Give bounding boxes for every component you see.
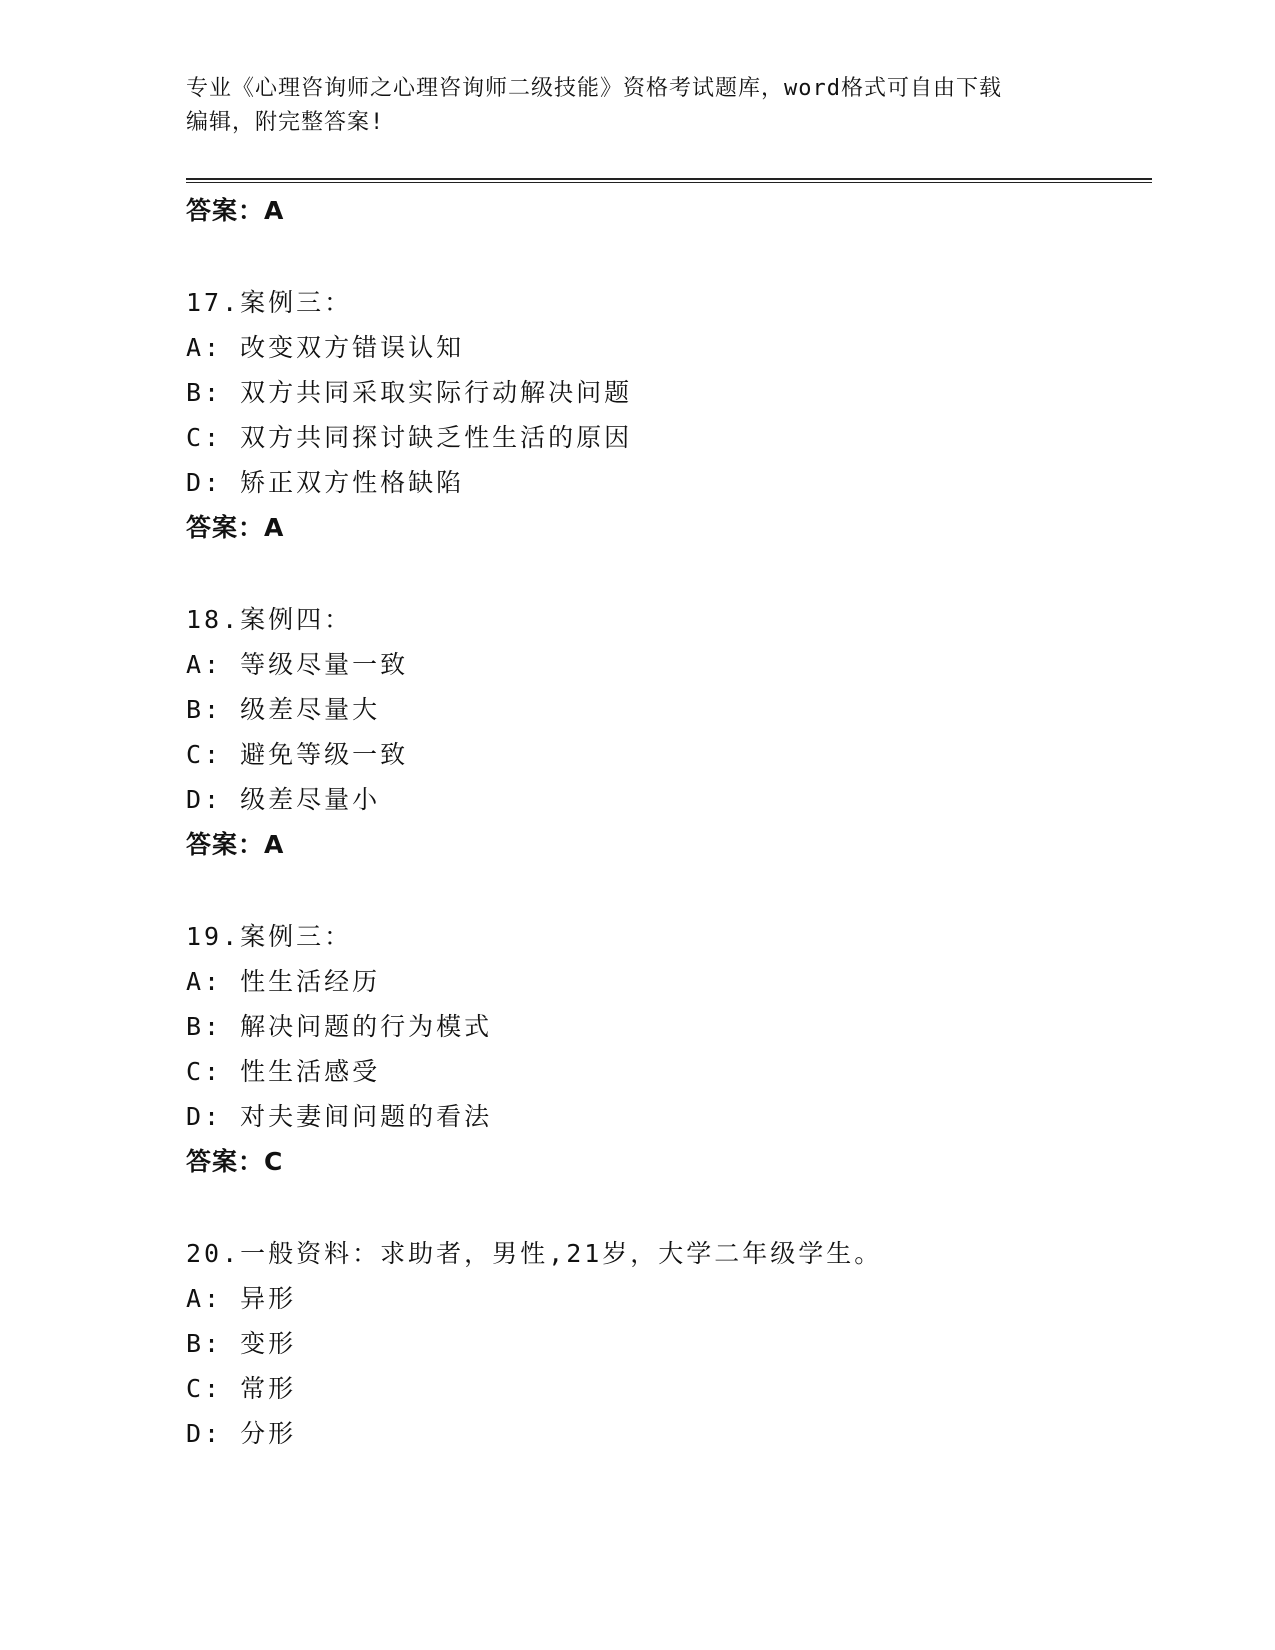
- option-c: C: 性生活感受: [186, 1057, 381, 1086]
- option-b: B: 解决问题的行为模式: [186, 1012, 493, 1041]
- answer-line: 答案：A: [186, 830, 285, 859]
- question-block: [186, 1231, 1146, 1456]
- header-divider: [186, 178, 1152, 180]
- option-c: C: 常形: [186, 1374, 297, 1403]
- option-b: B: 级差尽量大: [186, 695, 381, 724]
- answer-line: 答案：A: [186, 513, 285, 542]
- option-a: A: 性生活经历: [186, 967, 381, 996]
- option-b: B: 变形: [186, 1329, 297, 1358]
- question-stem: 19.案例三：: [186, 922, 353, 951]
- previous-answer: 答案：A: [186, 196, 285, 225]
- answer-line: 答案：C: [186, 1147, 284, 1176]
- option-a: A: 异形: [186, 1284, 297, 1313]
- question-stem: 17.案例三：: [186, 288, 353, 317]
- question-stem: 18.案例四：: [186, 605, 353, 634]
- header-line-1: 专业《心理咨询师之心理咨询师二级技能》资格考试题库，word格式可自由下载: [186, 76, 1002, 101]
- option-a: A: 改变双方错误认知: [186, 333, 465, 362]
- option-d: D: 分形: [186, 1419, 297, 1448]
- option-a: A: 等级尽量一致: [186, 650, 409, 679]
- option-d: D: 级差尽量小: [186, 785, 381, 814]
- question-block: [186, 280, 1146, 550]
- document-header: [186, 72, 1066, 140]
- question-block: [186, 914, 1146, 1184]
- option-d: D: 矫正双方性格缺陷: [186, 468, 465, 497]
- option-b: B: 双方共同采取实际行动解决问题: [186, 378, 633, 407]
- header-line-2: 编辑，附完整答案!: [186, 110, 385, 135]
- question-block: [186, 597, 1146, 867]
- question-list: [186, 188, 1146, 1456]
- header-divider-thin: [186, 182, 1152, 183]
- option-c: C: 双方共同探讨缺乏性生活的原因: [186, 423, 633, 452]
- option-c: C: 避免等级一致: [186, 740, 409, 769]
- option-d: D: 对夫妻间问题的看法: [186, 1102, 493, 1131]
- question-stem: 20.一般资料：求助者，男性,21岁，大学二年级学生。: [186, 1239, 883, 1268]
